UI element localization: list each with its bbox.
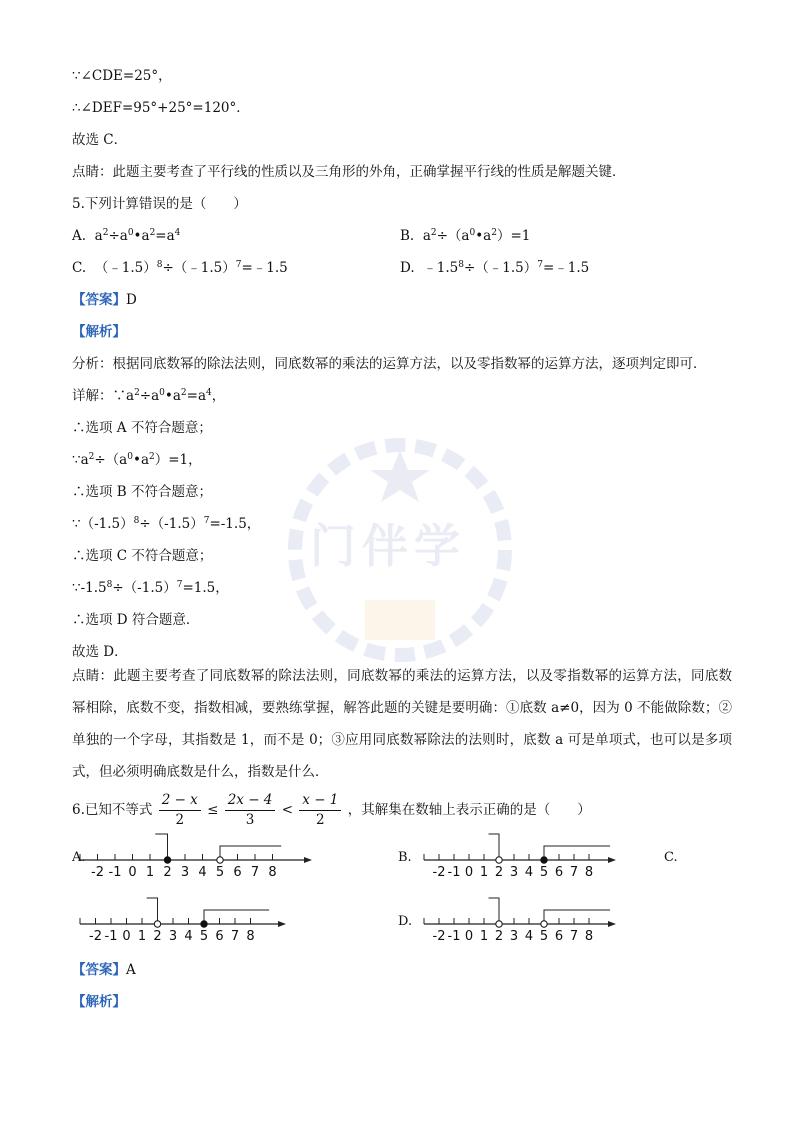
tick-label: -2 xyxy=(432,929,446,944)
tick-label: 4 xyxy=(524,865,534,880)
tick-label: 0 xyxy=(128,865,137,880)
number-line-c xyxy=(78,890,292,948)
tick-label: -2 xyxy=(89,929,102,944)
fraction-1: $\frac{2 - x}{2}$ xyxy=(159,791,201,830)
ray-left xyxy=(489,898,500,924)
tick-label: 3 xyxy=(168,929,178,944)
q5-option-b: B. $a^2\div(a^0•a^2)=1$ xyxy=(400,228,531,244)
tick-label: 0 xyxy=(464,865,474,880)
q6-analysis-tag: 【解析】 xyxy=(72,994,126,1010)
line-def: ∴∠DEF=95°+25°=120°． xyxy=(72,100,250,116)
tick-label: -2 xyxy=(432,865,446,880)
tick-label: 6 xyxy=(554,929,564,944)
ray-left xyxy=(147,898,158,924)
ray-left xyxy=(489,834,500,860)
tick-label: 2 xyxy=(494,929,504,944)
endpoint-2 xyxy=(154,921,160,927)
tick-label: -1 xyxy=(104,929,118,944)
tick-label: 3 xyxy=(180,865,190,880)
tick-label: 1 xyxy=(137,929,147,944)
tick-label: 2 xyxy=(153,929,162,944)
tick-label: 5 xyxy=(215,865,225,880)
q6-label-c: C. xyxy=(664,850,678,865)
tick-label: 3 xyxy=(509,929,519,944)
fraction-3: $\frac{x - 1}{2}$ xyxy=(299,791,341,830)
tick-label: 6 xyxy=(554,865,564,880)
q5-xiangjie-4: ∴选项 B 不符合题意； xyxy=(72,484,213,500)
tick-label: 2 xyxy=(163,865,172,880)
ray-right xyxy=(204,910,269,924)
endpoint-2 xyxy=(164,857,170,863)
answer-tag: 【答案】 xyxy=(72,292,126,308)
tick-label: 5 xyxy=(539,865,549,880)
tick-label: 1 xyxy=(479,865,489,880)
arrow-icon xyxy=(608,857,616,863)
tick-label: 4 xyxy=(198,865,207,880)
tick-label: 8 xyxy=(246,929,255,944)
q5-option-c: C. （﹣1.5）$^8$÷（﹣1.5）$^7$=﹣1.5 xyxy=(72,260,288,276)
tick-label: 4 xyxy=(524,929,534,944)
tick-label: -1 xyxy=(447,865,461,880)
tick-label: 0 xyxy=(122,929,131,944)
tick-label: -1 xyxy=(447,929,461,944)
q5-fenxi: 分析：根据同底数幂的除法法则，同底数幂的乘法的运算方法，以及零指数幂的运算方法，逐项判定即可． xyxy=(72,356,707,372)
number-line-d xyxy=(422,890,622,948)
arrow-icon xyxy=(278,921,286,927)
q5-option-a: A. $a^2\div a^0•a^2=a^4$ xyxy=(72,228,181,244)
tick-label: 5 xyxy=(539,929,549,944)
ray-right xyxy=(544,846,610,860)
answer-value: A xyxy=(126,962,136,978)
arrow-icon xyxy=(608,921,616,927)
tick-label: 3 xyxy=(509,865,519,880)
q6-label-b: B. xyxy=(398,850,412,865)
q5-xiangjie-5: $\because(-1.5)^8\div(-1.5)^7=-1.5$， xyxy=(72,516,261,532)
line-choose-c: 故选 C． xyxy=(72,132,128,148)
tick-label: 5 xyxy=(199,929,209,944)
tick-label: -2 xyxy=(91,865,104,880)
tick-label: 8 xyxy=(268,865,277,880)
q6-stem: 6.已知不等式 $\frac{2 - x}{2}$ ≤ $\frac{2x - 4}{3}$ < $\frac{x - 1}{2}$ ，其解集在数轴上表示正确的是（ ） xyxy=(72,792,591,828)
laurel-logo-icon xyxy=(270,430,530,670)
ray-right xyxy=(544,910,610,924)
q5-xiangjie-3: $\because a^2\div(a^0•a^2)=1$， xyxy=(72,452,202,468)
endpoint-5 xyxy=(541,857,547,863)
arrow-icon xyxy=(304,857,312,863)
q5-stem: 5.下列计算错误的是（ ） xyxy=(72,196,247,212)
q5-option-d: D. $﹣1.5^8\div(﹣1.5)^7=﹣1.5$ xyxy=(400,260,590,276)
tick-label: -1 xyxy=(108,865,122,880)
q6-label-a: A. xyxy=(72,850,86,865)
number-line-b xyxy=(422,826,622,884)
number-line-a xyxy=(78,826,318,884)
q5-xiangjie-7: $\because-1.5^8\div(-1.5)^7=1.5$， xyxy=(72,580,229,596)
q5-choose-d: 故选 D． xyxy=(72,644,128,660)
tick-label: 6 xyxy=(233,865,242,880)
tick-label: 0 xyxy=(464,929,474,944)
tick-label: 8 xyxy=(584,865,594,880)
tick-label: 1 xyxy=(145,865,155,880)
endpoint-2 xyxy=(496,921,502,927)
q5-xiangjie-8: ∴选项 D 符合题意． xyxy=(72,612,200,628)
q5-xiangjie-6: ∴选项 C 不符合题意； xyxy=(72,548,213,564)
answer-tag: 【答案】 xyxy=(72,962,126,978)
watermark xyxy=(270,430,530,670)
ray-left xyxy=(155,834,167,860)
endpoint-5 xyxy=(201,921,207,927)
endpoint-5 xyxy=(541,921,547,927)
q5-xiangjie-1: 详解：$\because a^2\div a^0•a^2=a^4$， xyxy=(72,388,226,404)
tick-label: 1 xyxy=(479,929,489,944)
q5-analysis-tag: 【解析】 xyxy=(72,324,126,340)
q5-answer xyxy=(72,290,137,310)
tick-label: 4 xyxy=(184,929,193,944)
watermark-text: 门伴学 xyxy=(310,519,466,573)
q5-dianjing: 点睛：此题主要考查了同底数幂的除法法则，同底数幂的乘法的运算方法，以及零指数幂的运算方法，同底数幂相除，底数不变，指数相减，要熟练掌握，解答此题的关键是要明确：①底数 a≠0，因为 0 不能做除数；②单独的一个字母，其指数是 1，而不是 0；③应用同底数幂除法的法则时，底数 a 可是单项式，也可以是多项式，但必须明确底数是什么，指数是什么． xyxy=(72,668,732,780)
tick-label: 2 xyxy=(494,865,504,880)
q6-label-d: D. xyxy=(398,914,413,929)
line-dianjing-4: 点睛：此题主要考查了平行线的性质以及三角形的外角，正确掌握平行线的性质是解题关键． xyxy=(72,164,626,180)
q6-answer xyxy=(72,960,136,980)
line-cde: ∵∠CDE=25°， xyxy=(72,68,172,84)
answer-value: D xyxy=(126,292,137,308)
tick-label: 8 xyxy=(584,929,594,944)
tick-label: 7 xyxy=(569,865,579,880)
tick-label: 7 xyxy=(569,929,579,944)
q5-xiangjie-2: ∴选项 A 不符合题意； xyxy=(72,420,212,436)
tick-label: 7 xyxy=(230,929,240,944)
endpoint-5 xyxy=(217,857,223,863)
tick-label: 7 xyxy=(250,865,260,880)
endpoint-2 xyxy=(496,857,502,863)
tick-label: 6 xyxy=(215,929,224,944)
fraction-2: $\frac{2x - 4}{3}$ xyxy=(225,791,276,830)
